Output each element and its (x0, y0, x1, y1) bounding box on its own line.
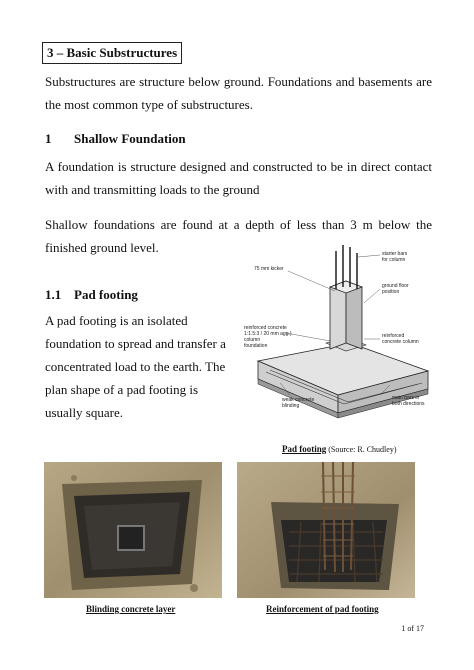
section-heading: 3 – Basic Substructures (42, 42, 182, 64)
reinforcement-photo (237, 462, 415, 598)
section-1-1-number: 1.1 (45, 287, 62, 302)
pad-footing-description: A pad footing is an isolated foundation to spread and transfer a concentrated load to the earth. The plan shape of a pad footing is usually square. (45, 313, 226, 420)
label-blinding: blinding (282, 403, 300, 409)
label-starter-bars: starter bars (382, 251, 408, 257)
label-weak-concrete: weak concrete (282, 397, 315, 403)
page-number: 1 of 17 (401, 624, 424, 633)
diagram-caption (282, 444, 396, 455)
label-ground-floor: ground floor (382, 283, 409, 289)
diagram-caption-source: (Source: R. Chudley) (328, 445, 397, 454)
section-1-number: 1 (45, 131, 52, 146)
label-reinforced-concrete-2: 1:1.5:3 / 20 mm agg.) (244, 331, 292, 337)
reinforcement-photo-caption: Reinforcement of pad footing (266, 604, 379, 614)
diagram-caption-title: Pad footing (282, 444, 327, 454)
blinding-photo-caption: Blinding concrete layer (86, 604, 176, 614)
section-1-title: Shallow Foundation (74, 131, 186, 146)
label-main-bars-1: main bars in (392, 395, 420, 401)
label-column: column (244, 337, 261, 343)
label-kicker: 75 mm kicker (254, 266, 284, 272)
blinding-layer-photo (44, 462, 222, 598)
foundation-definition: A foundation is structure designed and constructed to be in direct contact with and transmitting loads to the ground (45, 159, 432, 197)
label-foundation: foundation (244, 343, 268, 349)
label-main-bars-2: both directions (392, 401, 425, 407)
intro-paragraph: Substructures are structure below ground. Foundations and basements are the most common type of substructures. (45, 74, 432, 112)
pad-footing-diagram (240, 243, 440, 433)
shallow-foundation-depth: Shallow foundations are found at a depth of less than 3 m below the finished ground level. (45, 217, 432, 255)
label-reinforced-concrete-1: reinforced concrete (244, 325, 287, 331)
label-position: position (382, 289, 400, 295)
label-reinforced-column-1: reinforced (382, 333, 405, 339)
label-reinforced-column-2: concrete column (382, 339, 419, 345)
label-for-column: for column (382, 257, 406, 263)
section-1-1-title: Pad footing (74, 287, 138, 302)
